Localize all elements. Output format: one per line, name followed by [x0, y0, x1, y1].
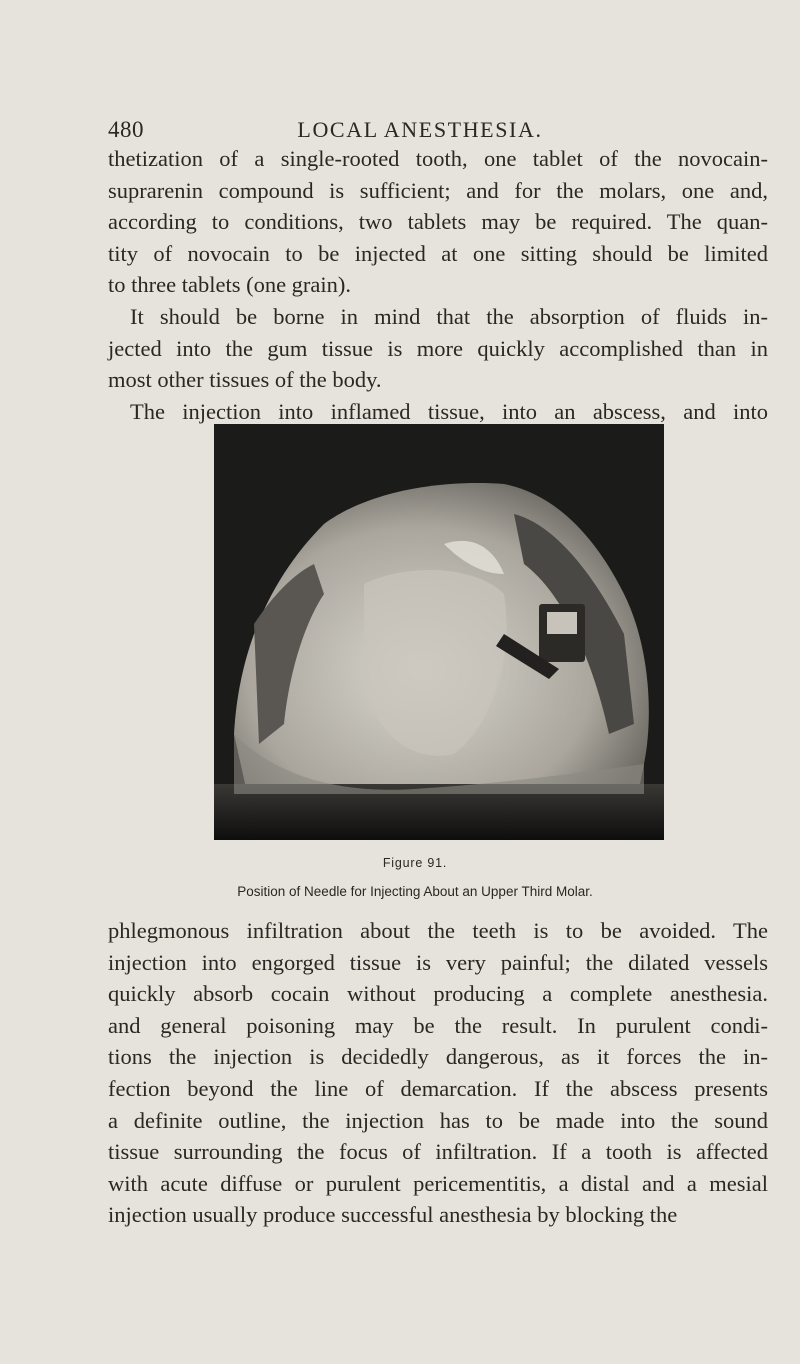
text-line: with acute diffuse or purulent pericementitis, a distal and a mesial [108, 1170, 768, 1196]
text-line: suprarenin compound is sufficient; and for the molars, one and, [108, 177, 768, 203]
text-line: injection into engorged tissue is very painful; the dilated vessels [108, 949, 768, 975]
text-line: phlegmonous infiltration about the teeth is to be avoided. The [108, 918, 768, 943]
body-text-bottom [108, 915, 768, 1231]
text-line: according to conditions, two tablets may be required. The quan- [108, 209, 768, 235]
figure-label: Figure 91. [382, 856, 448, 870]
text-line: a definite outline, the injection has to be made into the sound [108, 1107, 768, 1133]
figure-photograph [214, 424, 664, 840]
text-line: fection beyond the line of demarcation. If the abscess presents [108, 1075, 768, 1101]
running-head: LOCAL ANESTHESIA. [297, 117, 543, 142]
text-line: jected into the gum tissue is more quickly accomplished than in [108, 335, 768, 361]
text-line: tissue surrounding the focus of infiltration. If a tooth is affected [108, 1139, 768, 1165]
figure-caption: Position of Needle for Injecting About an Upper Third Molar. [237, 884, 593, 899]
body-text-top [108, 143, 768, 427]
text-line: tions the injection is decidedly dangerous, as it forces the in- [108, 1044, 768, 1070]
text-line: tity of novocain to be injected at one sitting should be limited [108, 240, 768, 266]
page-number: 480 [108, 117, 144, 142]
text-line: The injection into inflamed tissue, into an abscess, and into [130, 398, 768, 424]
text-line: thetization of a single-rooted tooth, one tablet of the novocain- [108, 146, 768, 171]
text-line: It should be borne in mind that the absorption of fluids in- [130, 303, 768, 329]
dental-cast-illustration [214, 424, 664, 840]
text-line: most other tissues of the body. [108, 367, 382, 393]
text-line: quickly absorb cocain without producing a complete anesthesia. [108, 981, 768, 1007]
text-line: injection usually produce successful anesthesia by blocking the [108, 1202, 678, 1228]
text-line: and general poisoning may be the result. In purulent condi- [108, 1012, 768, 1038]
text-line: to three tablets (one grain). [108, 272, 352, 298]
